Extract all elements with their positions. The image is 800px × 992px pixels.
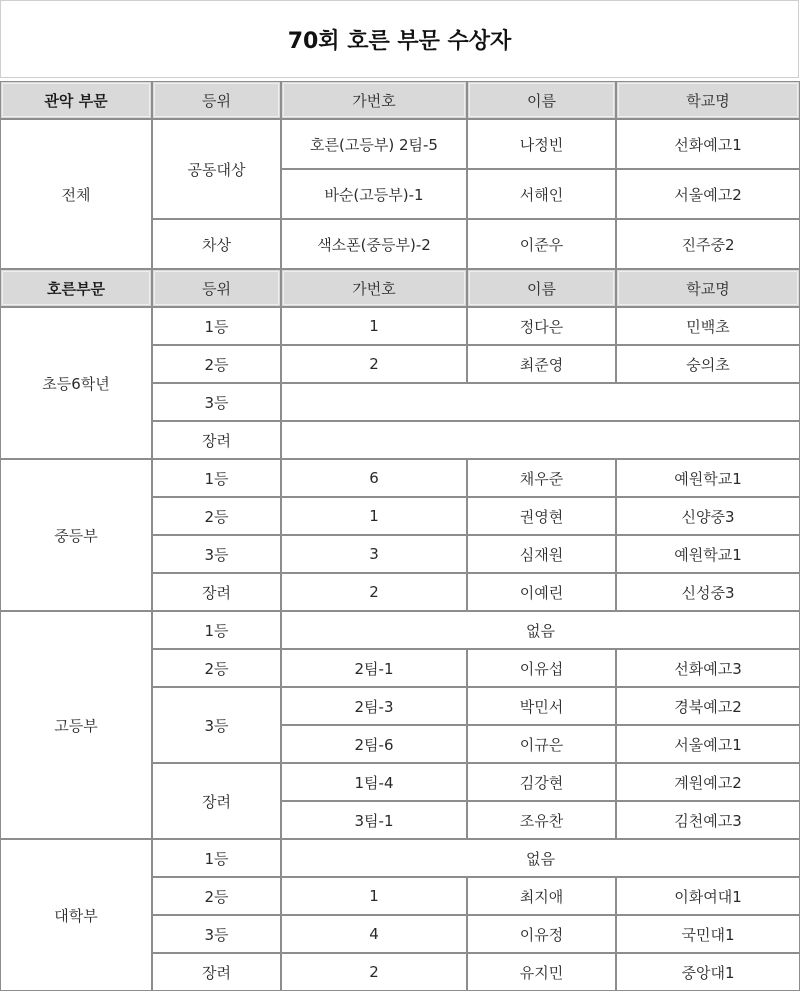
division-cell: 고등부 (0, 611, 152, 839)
rank-cell: 장려 (152, 953, 281, 991)
name-cell: 심재원 (467, 535, 616, 573)
school-cell: 민백초 (616, 307, 800, 345)
no-winner-cell: 없음 (281, 611, 800, 649)
rank-cell: 1등 (152, 459, 281, 497)
name-cell: 이유섭 (467, 649, 616, 687)
school-cell: 경북예고2 (616, 687, 800, 725)
award-results-table (0, 81, 800, 992)
school-cell: 김천예고3 (616, 801, 800, 839)
number-cell: 1 (281, 307, 467, 345)
rank-cell: 2등 (152, 877, 281, 915)
school-cell: 서울예고2 (616, 169, 800, 219)
rank-cell: 차상 (152, 219, 281, 269)
number-cell: 바순(고등부)-1 (281, 169, 467, 219)
name-cell: 박민서 (467, 687, 616, 725)
number-cell: 1팀-4 (281, 763, 467, 801)
rank-cell: 1등 (152, 611, 281, 649)
header-category: 관악 부문 (0, 81, 152, 119)
header-rank: 등위 (152, 269, 281, 307)
number-cell: 2팀-6 (281, 725, 467, 763)
name-cell: 이규은 (467, 725, 616, 763)
school-cell: 예원학교1 (616, 535, 800, 573)
name-cell: 채우준 (467, 459, 616, 497)
rank-cell: 2등 (152, 649, 281, 687)
number-cell: 1 (281, 497, 467, 535)
division-cell: 중등부 (0, 459, 152, 611)
rank-cell: 장려 (152, 763, 281, 839)
number-cell: 색소폰(중등부)-2 (281, 219, 467, 269)
header-school: 학교명 (616, 81, 800, 119)
school-cell: 신양중3 (616, 497, 800, 535)
name-cell: 정다은 (467, 307, 616, 345)
school-cell: 계원예고2 (616, 763, 800, 801)
name-cell: 조유찬 (467, 801, 616, 839)
number-cell: 2팀-3 (281, 687, 467, 725)
number-cell: 3 (281, 535, 467, 573)
name-cell: 권영현 (467, 497, 616, 535)
rank-cell: 1등 (152, 307, 281, 345)
rank-cell: 2등 (152, 497, 281, 535)
division-cell: 대학부 (0, 839, 152, 991)
rank-cell: 3등 (152, 383, 281, 421)
school-cell: 선화예고1 (616, 119, 800, 169)
number-cell: 2팀-1 (281, 649, 467, 687)
division-cell: 초등6학년 (0, 307, 152, 459)
name-cell: 이유정 (467, 915, 616, 953)
name-cell: 유지민 (467, 953, 616, 991)
school-cell: 중앙대1 (616, 953, 800, 991)
rank-cell: 2등 (152, 345, 281, 383)
header-number: 가번호 (281, 81, 467, 119)
school-cell: 서울예고1 (616, 725, 800, 763)
school-cell: 진주중2 (616, 219, 800, 269)
name-cell: 이준우 (467, 219, 616, 269)
rank-cell: 3등 (152, 915, 281, 953)
number-cell: 2 (281, 573, 467, 611)
name-cell: 이예린 (467, 573, 616, 611)
number-cell: 3팀-1 (281, 801, 467, 839)
number-cell: 2 (281, 953, 467, 991)
number-cell: 1 (281, 877, 467, 915)
name-cell: 서해인 (467, 169, 616, 219)
header-school: 학교명 (616, 269, 800, 307)
rank-cell: 3등 (152, 687, 281, 763)
number-cell: 4 (281, 915, 467, 953)
empty-cell (281, 383, 800, 421)
number-cell: 6 (281, 459, 467, 497)
rank-cell: 공동대상 (152, 119, 281, 219)
name-cell: 김강현 (467, 763, 616, 801)
name-cell: 최준영 (467, 345, 616, 383)
header-name: 이름 (467, 81, 616, 119)
rank-cell: 장려 (152, 421, 281, 459)
name-cell: 나정빈 (467, 119, 616, 169)
empty-cell (281, 421, 800, 459)
header-number: 가번호 (281, 269, 467, 307)
school-cell: 선화예고3 (616, 649, 800, 687)
school-cell: 예원학교1 (616, 459, 800, 497)
school-cell: 숭의초 (616, 345, 800, 383)
header-category: 호른부문 (0, 269, 152, 307)
name-cell: 최지애 (467, 877, 616, 915)
rank-cell: 장려 (152, 573, 281, 611)
header-name: 이름 (467, 269, 616, 307)
school-cell: 이화여대1 (616, 877, 800, 915)
school-cell: 신성중3 (616, 573, 800, 611)
header-rank: 등위 (152, 81, 281, 119)
number-cell: 호른(고등부) 2팀-5 (281, 119, 467, 169)
school-cell: 국민대1 (616, 915, 800, 953)
no-winner-cell: 없음 (281, 839, 800, 877)
rank-cell: 1등 (152, 839, 281, 877)
number-cell: 2 (281, 345, 467, 383)
page-title: 70회 호른 부문 수상자 (0, 0, 799, 78)
rank-cell: 3등 (152, 535, 281, 573)
category-cell: 전체 (0, 119, 152, 269)
